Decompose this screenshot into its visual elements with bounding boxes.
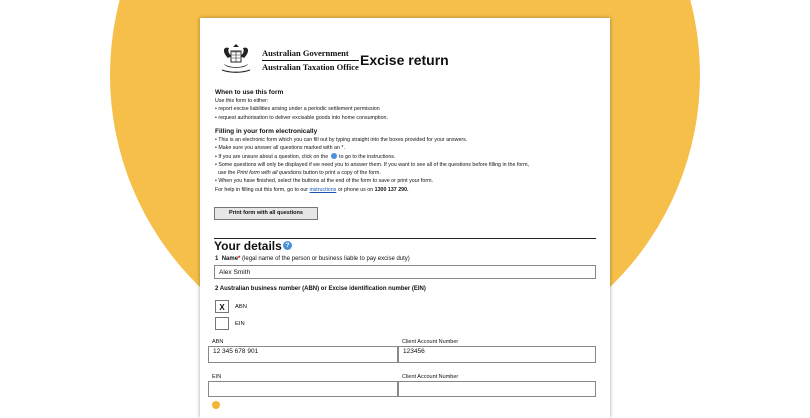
filling-bullet-cont <box>215 169 600 177</box>
filling-bullet-help <box>215 153 600 161</box>
form-page <box>200 18 610 418</box>
when-to-use-heading: When to use this form <box>215 89 284 96</box>
logo-line-1: Australian Government <box>262 48 359 61</box>
required-marker: * <box>238 256 241 262</box>
when-to-use-bullet: • request authorisation to deliver excisable goods into home consumption. <box>215 114 388 121</box>
question-1-label <box>215 256 410 262</box>
filling-bullet: • When you have finished, select the buttons at the end of the form to save or print your form. <box>215 178 433 185</box>
ein-checkbox[interactable] <box>215 317 229 330</box>
client-account-input[interactable]: 123456 <box>398 346 596 363</box>
warning-icon <box>212 401 220 409</box>
when-to-use-text <box>215 97 600 122</box>
question-2-label: 2 Australian business number (ABN) or Excise identification number (EIN) <box>215 286 426 292</box>
filling-bullet-text: to go to the instructions. <box>339 153 396 160</box>
filling-text <box>215 136 600 194</box>
filling-bullet-text: • If you are unsure about a question, click on the <box>215 153 329 160</box>
abn-checkbox-label: ABN <box>235 304 247 310</box>
ein-input[interactable] <box>208 381 398 397</box>
filling-bullet: • Make sure you answer all questions marked with an *. <box>215 145 345 152</box>
filling-bullet-text: button to print a copy of the form. <box>303 170 381 177</box>
logo-line-2: Australian Taxation Office <box>262 62 359 72</box>
coat-of-arms-icon <box>218 42 254 76</box>
print-all-questions-button[interactable]: Print form with all questions <box>214 207 318 220</box>
your-details-heading: Your details <box>214 239 282 253</box>
client-account-label: Client Account Number <box>402 374 459 380</box>
abn-checkbox[interactable]: X <box>215 300 229 313</box>
question-text: Name <box>221 256 239 262</box>
filling-bullet-text: use the <box>217 170 236 177</box>
question-hint: (legal name of the person or business liable to pay excise duty) <box>242 256 410 262</box>
instructions-link[interactable]: instructions <box>309 186 337 193</box>
help-phone: 1300 137 290. <box>374 186 409 193</box>
help-line <box>215 186 600 194</box>
client-account-label: Client Account Number <box>402 339 459 345</box>
info-icon[interactable]: ? <box>283 241 292 250</box>
ein-checkbox-label: EIN <box>235 321 245 327</box>
when-to-use-intro: Use this form to either: <box>215 98 269 104</box>
client-account-input[interactable] <box>398 381 596 397</box>
when-to-use-bullet: • report excise liabilities arising under a periodic settlement permission <box>215 106 380 113</box>
help-icon[interactable] <box>331 153 337 159</box>
filling-bullet: • Some questions will only be displayed if we need you to answer them. If you want to see all of the questions before filling in the form, <box>215 161 529 168</box>
government-logo-text <box>262 48 359 73</box>
filling-heading: Filling in your form electronically <box>215 128 318 135</box>
ein-field-label: EIN <box>212 374 222 380</box>
question-number: 1 <box>215 256 219 262</box>
page-title: Excise return <box>360 52 449 68</box>
abn-input[interactable]: 12 345 678 901 <box>208 346 398 363</box>
name-input[interactable]: Alex Smith <box>214 265 596 279</box>
filling-bullet: • This is an electronic form which you can fill out by typing straight into the boxes provided for your answers. <box>215 137 468 143</box>
abn-field-label: ABN <box>212 339 224 345</box>
help-text: or phone us on <box>337 186 374 193</box>
help-text: For help in filling out this form, go to our <box>215 186 309 193</box>
filling-bullet-emphasis: Print form with all questions <box>236 170 302 177</box>
